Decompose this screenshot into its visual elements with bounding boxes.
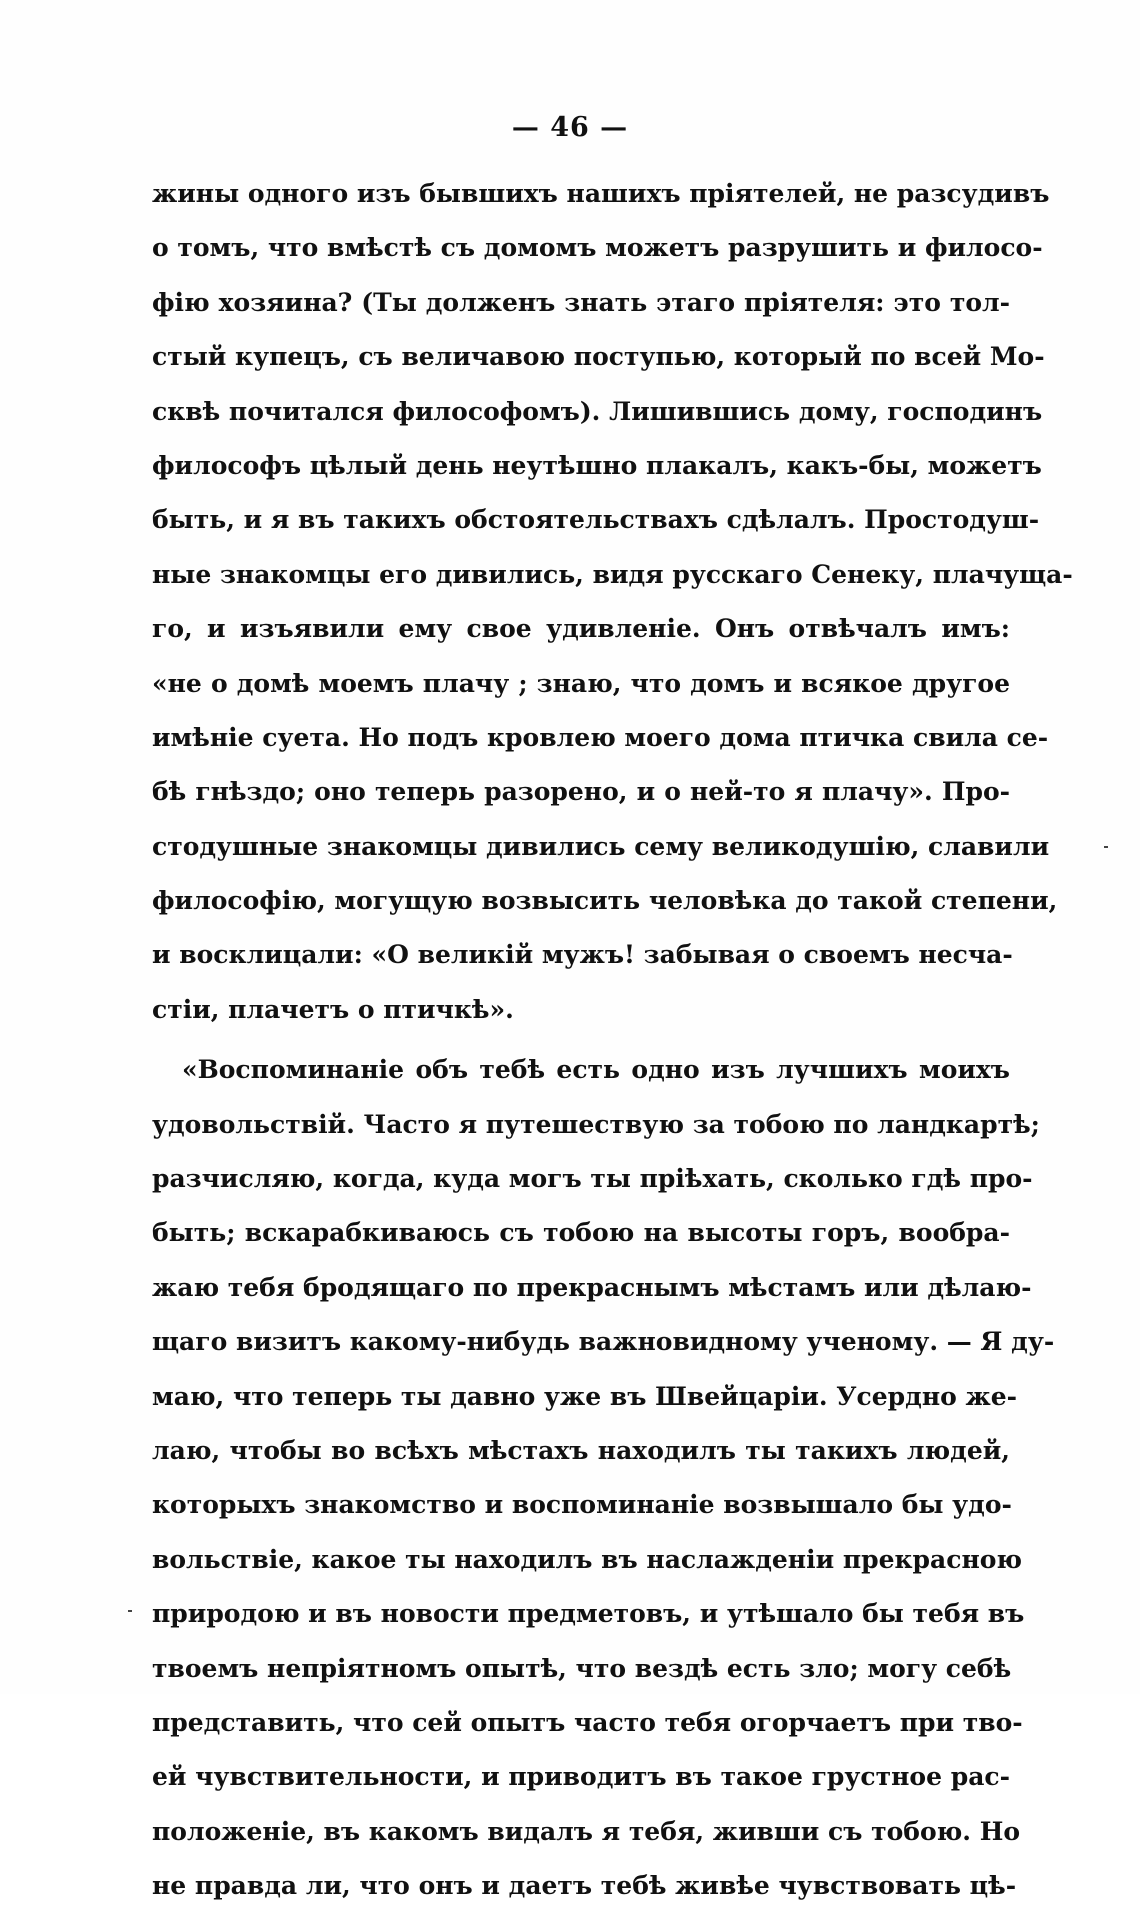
text-block (152, 167, 1073, 1914)
paragraph-2 (152, 1043, 1055, 1913)
text-line: и восклицали: «О великій мужъ! забывая о своемъ несча- (152, 940, 1013, 970)
text-line: не правда ли, что онъ и даетъ тебѣ живѣе чувствовать цѣ- (152, 1871, 1017, 1901)
text-line: имѣніе суета. Но подъ кровлею моего дома птичка свила се- (152, 722, 1049, 752)
text-line: «Воспоминаніе объ тебѣ есть одно изъ лучшихъ моихъ (182, 1055, 1010, 1085)
text-line: жаю тебя бродящаго по прекраснымъ мѣстамъ или дѣлаю- (152, 1272, 1032, 1302)
text-line: бѣ гнѣздо; оно теперь разорено, и о ней-то я плачу». Про- (152, 777, 1010, 807)
page-number: — 46 — (511, 112, 629, 143)
text-line: «не о домѣ моемъ плачу ; знаю, что домъ и всякое другое (152, 668, 1010, 698)
text-line: быть; вскарабкиваюсь съ тобою на высоты горъ, вообра- (152, 1218, 1010, 1248)
text-line: философію, могущую возвысить человѣка до такой степени, (152, 886, 1058, 916)
text-line: лаю, чтобы во всѣхъ мѣстахъ находилъ ты такихъ людей, (152, 1435, 1010, 1465)
text-line: фію хозяина? (Ты долженъ знать этаго пріятеля: это тол- (152, 287, 1010, 317)
text-line: удовольствій. Часто я путешествую за тобою по ландкартѣ; (152, 1109, 1040, 1139)
text-line: стый купецъ, съ величавою поступью, который по всей Мо- (152, 342, 1045, 372)
text-line: о томъ, что вмѣстѣ съ домомъ можетъ разрушить и филосо- (152, 233, 1043, 263)
text-line: стодушные знакомцы дивились сему великодушію, славили (152, 831, 1050, 861)
text-line: сквѣ почитался философомъ). Лишившись дому, господинъ (152, 396, 1043, 426)
text-line: го, и изъявили ему свое удивленіе. Онъ отвѣчалъ имъ: (152, 614, 1010, 644)
text-line: философъ цѣлый день неутѣшно плакалъ, какъ-бы, можетъ (152, 450, 1042, 480)
text-line: представить, что сей опытъ часто тебя огорчаетъ при тво- (152, 1707, 1023, 1737)
text-line: положеніе, въ какомъ видалъ я тебя, живши съ тобою. Но (152, 1816, 1020, 1846)
text-line: вольствіе, какое ты находилъ въ наслажденіи прекрасною (152, 1544, 1023, 1574)
text-line: стіи, плачетъ о птичкѣ». (152, 994, 514, 1024)
text-line: природою и въ новости предметовъ, и утѣшало бы тебя въ (152, 1599, 1025, 1629)
text-line: ные знакомцы его дивились, видя русскаго Сенеку, плачуща- (152, 559, 1073, 589)
text-line: ей чувствительности, и приводитъ въ такое грустное рас- (152, 1762, 1010, 1792)
print-speck (1104, 846, 1108, 848)
paragraph-1 (152, 167, 1073, 1037)
text-line: быть, и я въ такихъ обстоятельствахъ сдѣлалъ. Простодуш- (152, 505, 1040, 535)
text-line: твоемъ непріятномъ опытѣ, что вездѣ есть зло; могу себѣ (152, 1653, 1012, 1683)
text-line: разчисляю, когда, куда могъ ты пріѣхать, сколько гдѣ про- (152, 1164, 1033, 1194)
text-line: щаго визитъ какому-нибудь важновидному ученому. — Я ду- (152, 1327, 1055, 1357)
print-speck (128, 1610, 132, 1612)
text-line: которыхъ знакомство и воспоминаніе возвышало бы удо- (152, 1490, 1012, 1520)
text-line: жины одного изъ бывшихъ нашихъ пріятелей, не разсудивъ (152, 179, 1050, 208)
text-line: маю, что теперь ты давно уже въ Швейцаріи. Усердно же- (152, 1381, 1018, 1411)
